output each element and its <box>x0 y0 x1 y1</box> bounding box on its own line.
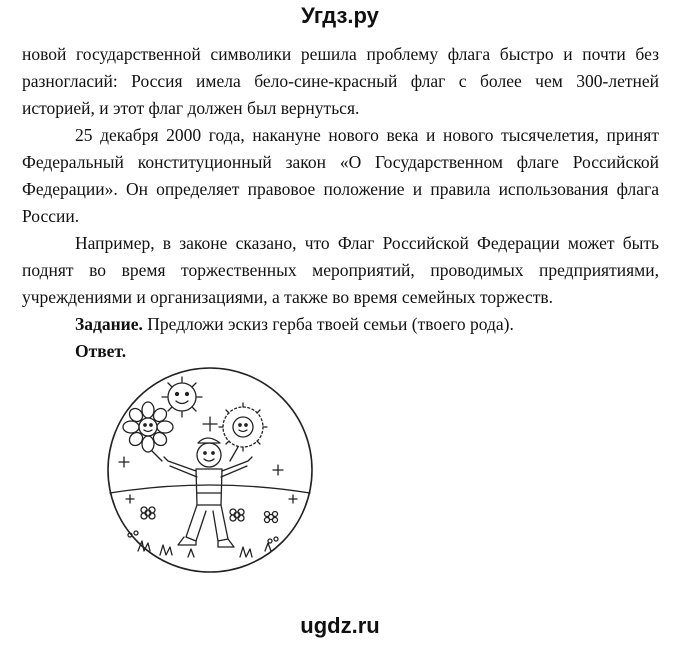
coat-of-arms-drawing <box>100 365 320 575</box>
task-label: Задание. <box>75 314 143 334</box>
answer-line <box>22 338 659 365</box>
answer-label: Ответ. <box>75 341 127 361</box>
paragraph-3: Например, в законе сказано, что Флаг Российской Федерации может быть поднят во время торжественных мероприятий, проводимых предприятиями, учреждениями и организациями, а также во время семейных торжеств. <box>22 233 659 307</box>
task-line <box>22 311 659 338</box>
page-body <box>22 41 659 365</box>
paragraph-2: 25 декабря 2000 года, накануне нового века и нового тысячелетия, принят Федеральный конституционный закон «О Государственном флаге Российской Федерации». Он определяет правовое положение и правила использования флага России. <box>22 125 659 226</box>
sparkle-icons <box>119 417 297 503</box>
sunflower-icon <box>219 403 267 461</box>
site-header: Угдз.ру <box>301 3 379 28</box>
site-footer: ugdz.ru <box>300 613 380 638</box>
ground-line <box>110 485 310 493</box>
boy-figure-icon <box>164 438 252 547</box>
daisy-icon <box>123 402 173 461</box>
meadow-flowers-icon <box>128 507 278 543</box>
grass-icon <box>138 541 271 557</box>
task-text: Предложи эскиз герба твоей семьи (твоего рода). <box>142 314 514 334</box>
paragraph-1: новой государственной символики решила проблему флага быстро и почти без разногласий: Россия имела бело-сине-красный флаг с более чем 300-летней историей, и этот флаг должен был вернуться. <box>22 44 659 118</box>
sun-icon <box>162 377 202 417</box>
